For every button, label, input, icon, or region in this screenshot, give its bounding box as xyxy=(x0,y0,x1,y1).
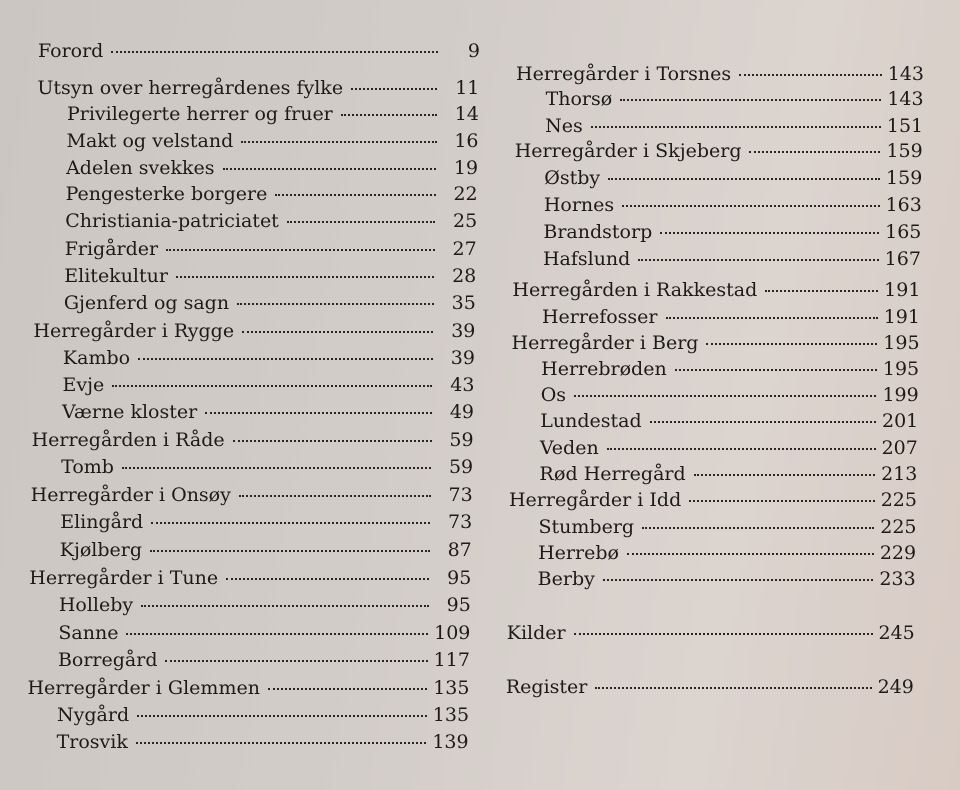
toc-entry-title: Herregårder i Idd xyxy=(508,489,682,511)
dot-leader xyxy=(150,550,430,552)
toc-entry-page-number: 11 xyxy=(455,77,480,99)
toc-subentry xyxy=(538,540,916,566)
toc-entry-page-number: 95 xyxy=(446,594,471,616)
toc-entry-title: Kambo xyxy=(62,347,131,369)
toc-subentry xyxy=(544,165,922,191)
toc-entry-page-number: 207 xyxy=(881,437,918,459)
toc-entry-title: Herregårder i Onsøy xyxy=(30,484,231,506)
toc-entry-title: Rød Herregård xyxy=(539,463,686,485)
dot-leader xyxy=(239,495,431,497)
toc-entry-page-number: 117 xyxy=(433,649,470,671)
dot-leader xyxy=(112,385,432,387)
dot-leader xyxy=(223,168,437,170)
toc-subentry xyxy=(59,592,471,618)
toc-entry-title: Hornes xyxy=(543,194,615,216)
dot-leader xyxy=(138,358,433,360)
toc-entry-title: Holleby xyxy=(58,594,134,616)
toc-entry xyxy=(515,138,923,164)
toc-entry xyxy=(27,675,469,701)
dot-leader xyxy=(666,317,878,319)
toc-entry xyxy=(37,75,479,101)
dot-leader xyxy=(574,633,873,635)
dot-leader xyxy=(151,522,430,524)
toc-entry-title: Nes xyxy=(545,115,583,137)
toc-entry-page-number: 135 xyxy=(432,704,470,726)
dot-leader xyxy=(749,151,880,153)
toc-subentry xyxy=(63,345,475,371)
toc-entry-page-number: 165 xyxy=(885,221,922,243)
dot-leader xyxy=(739,74,882,76)
dot-leader xyxy=(642,527,874,529)
dot-leader xyxy=(620,99,881,101)
toc-subentry xyxy=(64,263,476,289)
toc-subentry xyxy=(58,647,470,673)
dot-leader xyxy=(706,343,877,345)
toc-entry-title: Makt og velstand xyxy=(66,130,234,152)
toc-subentry xyxy=(66,181,478,207)
toc-entry-title: Lundestad xyxy=(540,410,642,432)
toc-entry-page-number: 14 xyxy=(454,103,479,125)
toc-entry-page-number: 22 xyxy=(453,183,478,205)
toc-subentry xyxy=(60,509,472,535)
dot-leader xyxy=(166,249,435,251)
dot-leader xyxy=(627,553,874,555)
dot-leader xyxy=(122,467,431,469)
toc-entry-page-number: 163 xyxy=(885,194,922,216)
toc-entry-page-number: 199 xyxy=(882,384,919,406)
toc-entry-title: Tomb xyxy=(61,456,114,478)
toc-entry-title: Os xyxy=(540,384,567,406)
toc-entry-title: Nygård xyxy=(57,704,130,726)
toc-subentry xyxy=(541,356,919,382)
toc-entry xyxy=(509,487,917,513)
dot-leader xyxy=(242,331,433,333)
toc-entry-title: Frigårder xyxy=(64,238,159,260)
toc-entry-page-number: 59 xyxy=(448,456,474,478)
dot-leader xyxy=(287,221,435,223)
toc-entry-page-number: 191 xyxy=(884,279,921,301)
toc-entry-page-number: 109 xyxy=(434,622,471,644)
toc-entry-page-number: 233 xyxy=(879,568,916,590)
toc-entry-page-number: 201 xyxy=(882,410,919,432)
toc-subentry xyxy=(544,192,922,218)
toc-entry-title: Hafslund xyxy=(542,248,631,270)
toc-entry-page-number: 49 xyxy=(449,401,475,423)
toc-subentry xyxy=(65,208,477,234)
dot-leader xyxy=(675,369,877,371)
toc-subentry xyxy=(541,382,919,408)
toc-entry-page-number: 159 xyxy=(886,167,923,189)
toc-entry-page-number: 159 xyxy=(886,140,923,162)
dot-leader xyxy=(765,290,878,292)
toc-entry-title: Herregården i Råde xyxy=(31,429,225,451)
toc-subentry xyxy=(57,702,469,728)
toc-entry-title: Herregårder i Skjeberg xyxy=(514,140,742,162)
toc-subentry xyxy=(67,128,479,154)
toc-entry xyxy=(512,330,920,356)
toc-entry xyxy=(516,61,924,87)
dot-leader xyxy=(574,395,876,397)
toc-entry xyxy=(29,565,471,591)
toc-subentry xyxy=(543,246,921,272)
toc-entry-title: Berby xyxy=(537,568,595,590)
toc-entry xyxy=(506,674,914,700)
toc-subentry xyxy=(540,408,918,434)
toc-subentry xyxy=(57,729,469,755)
dot-leader xyxy=(233,440,432,442)
toc-entry-title: Herregårder i Torsnes xyxy=(516,63,732,85)
toc-subentry xyxy=(66,155,478,181)
toc-entry-page-number: 35 xyxy=(451,292,476,314)
toc-subentry xyxy=(67,101,479,127)
toc-subentry xyxy=(539,461,917,487)
dot-leader xyxy=(341,114,437,116)
toc-entry-page-number: 135 xyxy=(433,677,470,699)
dot-leader xyxy=(607,448,876,450)
toc-entry-page-number: 225 xyxy=(880,516,917,538)
toc-entry-title: Elitekultur xyxy=(64,265,168,287)
toc-entry-title: Kjølberg xyxy=(59,539,143,561)
toc-entry xyxy=(512,277,920,303)
toc-entry-title: Herrebø xyxy=(538,542,619,564)
dot-leader xyxy=(136,742,426,744)
toc-subentry xyxy=(65,236,477,262)
dot-leader xyxy=(137,715,427,717)
toc-subentry xyxy=(62,399,474,425)
toc-entry-title: Herregårder i Tune xyxy=(29,567,219,589)
toc-entry-page-number: 16 xyxy=(454,130,479,152)
toc-entry-title: Trosvik xyxy=(56,731,128,753)
dot-leader xyxy=(689,500,874,502)
toc-entry-page-number: 143 xyxy=(887,63,924,85)
toc-entry-title: Herregårder i Glemmen xyxy=(27,677,260,699)
toc-entry-title: Elingård xyxy=(60,511,144,533)
dot-leader xyxy=(275,194,435,196)
toc-entry-page-number: 59 xyxy=(449,429,474,451)
toc-entry-page-number: 73 xyxy=(448,511,473,533)
dot-leader xyxy=(126,633,428,635)
toc-entry-page-number: 195 xyxy=(883,332,920,354)
toc-entry-page-number: 191 xyxy=(883,306,920,328)
toc-entry-page-number: 27 xyxy=(452,238,477,260)
toc-entry xyxy=(38,38,480,64)
toc-subentry xyxy=(539,514,917,540)
toc-entry-page-number: 19 xyxy=(453,157,479,179)
toc-entry-page-number: 43 xyxy=(450,374,475,396)
toc-subentry xyxy=(545,113,923,139)
toc-subentry xyxy=(60,537,472,563)
toc-entry-page-number: 195 xyxy=(882,358,920,380)
toc-subentry xyxy=(540,435,918,461)
toc-entry-title: Herregårder i Berg xyxy=(511,332,699,354)
toc-entry-page-number: 25 xyxy=(453,210,478,232)
toc-entry-page-number: 143 xyxy=(887,88,924,110)
toc-entry-title: Stumberg xyxy=(538,516,635,538)
toc-subentry xyxy=(64,290,476,316)
toc-entry-title: Kilder xyxy=(506,622,566,644)
toc-entry-title: Gjenferd og sagn xyxy=(63,292,230,314)
toc-entry-page-number: 39 xyxy=(450,347,475,369)
toc-subentry xyxy=(61,454,473,480)
toc-subentry xyxy=(543,219,921,245)
dot-leader xyxy=(694,474,875,476)
toc-entry xyxy=(33,318,475,344)
dot-leader xyxy=(205,412,432,414)
toc-entry-title: Christiania-patriciatet xyxy=(65,210,279,232)
dot-leader xyxy=(237,303,434,305)
toc-subentry xyxy=(58,620,470,646)
dot-leader xyxy=(268,688,427,690)
dot-leader xyxy=(591,126,881,128)
toc-entry xyxy=(507,620,915,646)
toc-entry-title: Herregårder i Rygge xyxy=(33,320,235,342)
dot-leader xyxy=(650,421,876,423)
toc-entry-page-number: 73 xyxy=(448,484,473,506)
toc-entry-title: Evje xyxy=(62,374,105,396)
toc-entry-page-number: 39 xyxy=(451,320,476,342)
toc-entry-page-number: 87 xyxy=(447,539,472,561)
toc-entry-title: Register xyxy=(505,676,588,698)
toc-entry-page-number: 139 xyxy=(432,731,469,753)
toc-entry xyxy=(32,427,474,453)
toc-entry-page-number: 151 xyxy=(886,115,924,137)
dot-leader xyxy=(176,276,434,278)
toc-subentry xyxy=(546,86,924,112)
toc-entry-title: Borregård xyxy=(57,649,158,671)
toc-entry-page-number: 245 xyxy=(878,622,915,644)
dot-leader xyxy=(638,259,878,261)
dot-leader xyxy=(226,578,429,580)
toc-entry xyxy=(31,482,473,508)
toc-entry-title: Herrebrøden xyxy=(541,358,667,380)
toc-entry-title: Pengesterke borgere xyxy=(65,183,268,205)
toc-subentry xyxy=(62,372,474,398)
dot-leader xyxy=(111,51,438,53)
toc-entry-title: Adelen svekkes xyxy=(66,157,215,179)
toc-entry-title: Forord xyxy=(38,40,104,62)
dot-leader xyxy=(595,687,871,689)
toc-subentry xyxy=(542,304,920,330)
toc-entry-title: Brandstorp xyxy=(543,221,653,243)
toc-entry-title: Privilegerte herrer og fruer xyxy=(66,103,333,125)
dot-leader xyxy=(165,660,427,662)
dot-leader xyxy=(351,88,437,90)
toc-entry-page-number: 9 xyxy=(467,40,480,62)
dot-leader xyxy=(608,178,880,180)
toc-entry-title: Veden xyxy=(539,437,599,459)
dot-leader xyxy=(141,605,429,607)
toc-entry-page-number: 249 xyxy=(877,676,914,698)
dot-leader xyxy=(603,579,874,581)
toc-entry-title: Herrefosser xyxy=(541,306,658,328)
toc-entry-page-number: 229 xyxy=(879,542,917,564)
toc-entry-title: Thorsø xyxy=(545,88,613,110)
toc-entry-title: Utsyn over herregårdenes fylke xyxy=(37,77,344,99)
toc-entry-page-number: 95 xyxy=(447,567,472,589)
toc-entry-page-number: 167 xyxy=(884,248,921,270)
dot-leader xyxy=(622,205,879,207)
toc-entry-title: Værne kloster xyxy=(62,401,198,423)
toc-entry-page-number: 225 xyxy=(880,489,917,511)
toc-entry-title: Østby xyxy=(544,167,601,189)
toc-entry-title: Herregården i Rakkestad xyxy=(512,279,758,301)
dot-leader xyxy=(241,141,436,143)
toc-entry-page-number: 28 xyxy=(452,265,477,287)
toc-entry-page-number: 213 xyxy=(881,463,918,485)
toc-subentry xyxy=(538,566,916,592)
dot-leader xyxy=(660,232,879,234)
toc-entry-title: Sanne xyxy=(58,622,119,644)
